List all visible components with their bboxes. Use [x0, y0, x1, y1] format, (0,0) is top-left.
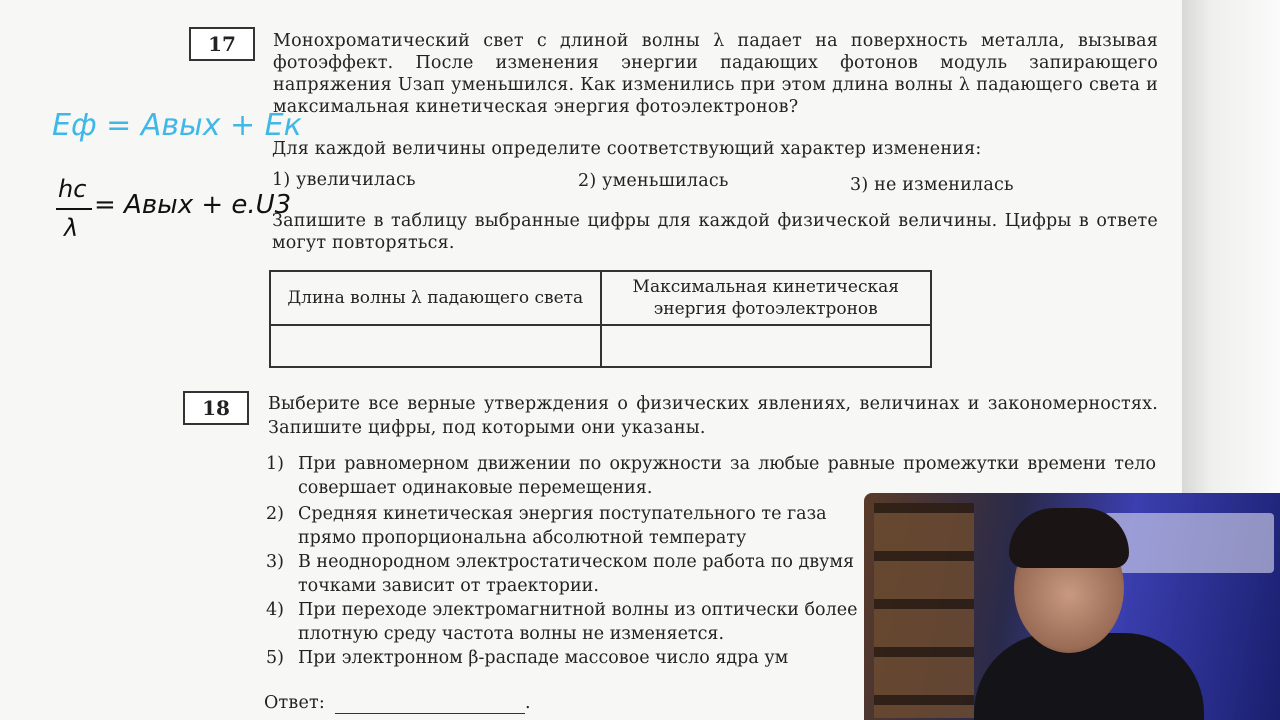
- presenter-hair-image: [1009, 508, 1129, 568]
- handwritten-fraction-denominator: λ: [64, 214, 79, 242]
- answer-cell-kinetic-energy[interactable]: [601, 325, 932, 367]
- table-header-kinetic-energy: Максимальная кинетическая энергия фотоэлектронов: [601, 271, 932, 325]
- question-17-write-note: Запишите в таблицу выбранные цифры для каждой физической величины. Цифры в ответе могут повторяться.: [272, 211, 1158, 253]
- webcam-overlay: [864, 493, 1280, 720]
- answer-input-line[interactable]: [335, 697, 525, 714]
- question-18-number: 18: [183, 391, 249, 425]
- option-2: 2) уменьшилась: [578, 171, 729, 191]
- statement-3: 3) В неоднородном электростатическом поле работа по двумя точками зависит от траектории.: [266, 552, 855, 596]
- handwritten-formula-2: = Aвых + e.U3: [94, 190, 292, 220]
- question-17-number: 17: [189, 27, 255, 61]
- option-3: 3) не изменилась: [850, 175, 1014, 195]
- handwritten-fraction-numerator: hc: [58, 175, 87, 203]
- answer-table-17: [269, 270, 932, 368]
- answer-line: Ответ: .: [264, 693, 531, 713]
- statement-4: 4) При переходе электромагнитной волны из оптически более плотную среду частота волны не изменяется.: [266, 600, 858, 644]
- question-17-text: Монохроматический свет с длиной волны λ падает на поверхность металла, вызывая фотоэффект. После изменения энергии падающих фотонов модуль запирающего напряжения Uзап уменьшился. Как изменились при этом длина волны λ падающего света и максимальная кинетическая энергия фотоэлектронов?: [273, 31, 1158, 117]
- table-header-wavelength: Длина волны λ падающего света: [270, 271, 601, 325]
- answer-cell-wavelength[interactable]: [270, 325, 601, 367]
- bookshelf-image: [874, 503, 974, 718]
- statement-1: 1) При равномерном движении по окружности за любые равные промежутки времени тело совершает одинаковые перемещения.: [266, 454, 1156, 498]
- background-light-image: [1104, 513, 1274, 573]
- question-17-instruction: Для каждой величины определите соответствующий характер изменения:: [272, 139, 982, 159]
- handwritten-formula-1: Eф = Aвых + Eк: [52, 108, 302, 143]
- statement-5: 5) При электронном β-распаде массовое число ядра ум: [266, 648, 789, 668]
- option-1: 1) увеличилась: [272, 170, 416, 190]
- handwritten-fraction-bar: [56, 208, 92, 210]
- question-18-intro: Выберите все верные утверждения о физических явлениях, величинах и закономерностях. Запишите цифры, под которыми они указаны.: [268, 394, 1158, 438]
- statement-2: 2) Средняя кинетическая энергия поступательного те газа прямо пропорциональна абсолютной температу: [266, 504, 827, 548]
